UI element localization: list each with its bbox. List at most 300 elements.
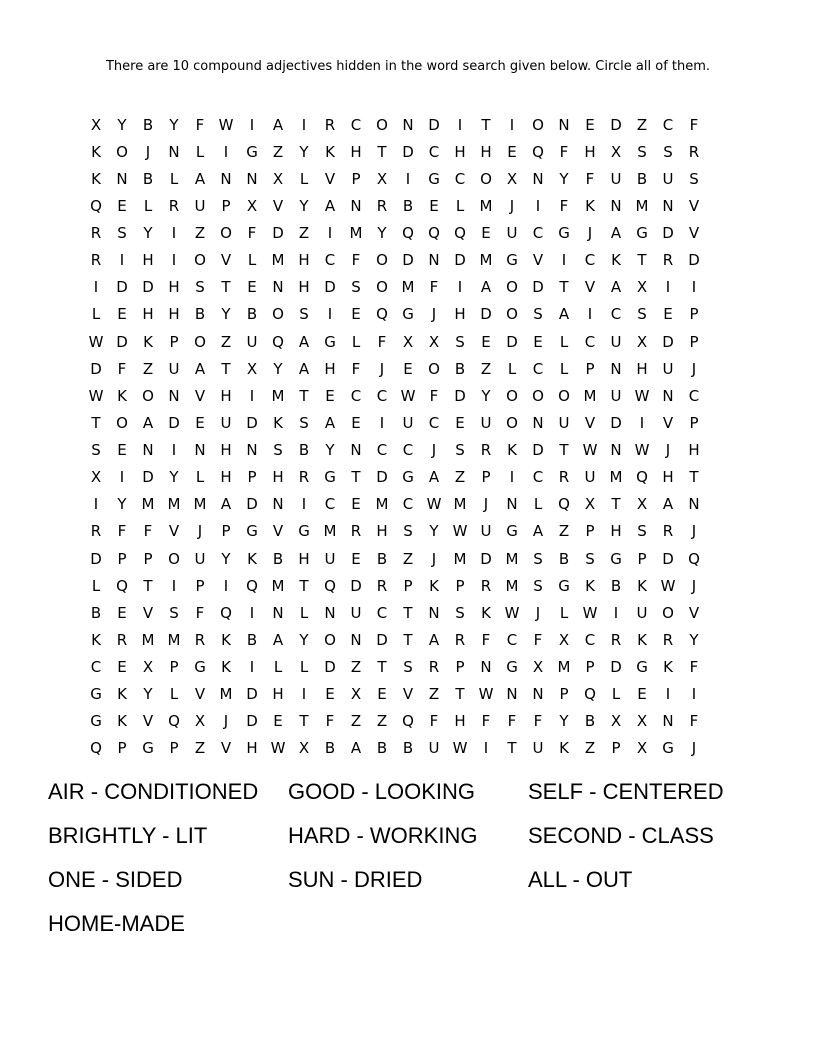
grid-letter[interactable]: R [376,576,388,595]
grid-letter[interactable]: F [585,169,595,188]
grid-letter[interactable]: D [246,413,258,432]
grid-letter[interactable]: Y [169,468,179,487]
grid-letter[interactable]: Q [324,576,336,595]
grid-letter[interactable]: I [301,495,307,514]
grid-letter[interactable]: M [167,630,181,649]
grid-letter[interactable]: X [584,495,596,514]
grid-letter[interactable]: T [481,115,491,134]
grid-letter[interactable]: Q [402,224,414,243]
grid-letter[interactable]: A [324,413,336,432]
grid-letter[interactable]: L [299,169,309,188]
grid-letter[interactable]: T [143,576,153,595]
grid-letter[interactable]: I [327,224,333,243]
grid-letter[interactable]: O [506,386,518,405]
grid-letter[interactable]: A [480,278,492,297]
grid-letter[interactable]: D [532,441,544,460]
grid-letter[interactable]: V [142,712,154,731]
grid-letter[interactable]: Z [558,522,570,541]
grid-letter[interactable]: D [246,495,258,514]
grid-letter[interactable]: R [298,468,310,487]
grid-letter[interactable]: T [299,576,309,595]
grid-letter[interactable]: J [197,522,203,541]
grid-letter[interactable]: Q [454,224,466,243]
grid-letter[interactable]: I [119,468,125,487]
grid-letter[interactable]: O [506,278,518,297]
grid-letter[interactable]: N [532,685,544,704]
grid-letter[interactable]: A [142,413,154,432]
grid-letter[interactable]: W [88,386,104,405]
grid-letter[interactable]: S [689,169,699,188]
grid-letter[interactable]: Q [246,576,258,595]
grid-letter[interactable]: D [142,468,154,487]
grid-letter[interactable]: F [377,332,387,351]
grid-letter[interactable]: T [221,359,231,378]
grid-letter[interactable]: I [327,305,333,324]
grid-letter[interactable]: B [272,549,284,568]
grid-letter[interactable]: O [376,251,388,270]
grid-letter[interactable]: K [117,386,127,405]
grid-letter[interactable]: X [376,169,388,188]
grid-letter[interactable]: K [637,630,647,649]
grid-letter[interactable]: Y [117,115,127,134]
grid-letter[interactable]: J [145,142,151,161]
grid-letter[interactable]: N [610,359,622,378]
grid-letter[interactable]: N [194,441,206,460]
grid-letter[interactable]: C [584,332,596,351]
grid-letter[interactable]: S [585,549,595,568]
grid-letter[interactable]: Z [142,359,154,378]
grid-letter[interactable]: M [635,196,649,215]
grid-letter[interactable]: W [452,739,468,758]
grid-letter[interactable]: W [426,495,442,514]
grid-letter[interactable]: J [431,305,437,324]
grid-letter[interactable]: K [325,142,335,161]
grid-letter[interactable]: J [665,441,671,460]
grid-letter[interactable]: N [532,413,544,432]
grid-letter[interactable]: A [194,359,206,378]
grid-letter[interactable]: J [483,495,489,514]
grid-letter[interactable]: R [480,441,492,460]
grid-letter[interactable]: V [168,522,180,541]
grid-letter[interactable]: F [533,712,543,731]
grid-letter[interactable]: Y [221,305,231,324]
grid-letter[interactable]: F [559,142,569,161]
grid-letter[interactable]: O [220,224,232,243]
grid-letter[interactable]: Y [143,224,153,243]
grid-letter[interactable]: E [429,196,439,215]
grid-letter[interactable]: I [301,115,307,134]
grid-letter[interactable]: T [403,603,413,622]
grid-letter[interactable]: I [509,115,515,134]
grid-letter[interactable]: Q [532,142,544,161]
grid-letter[interactable]: W [218,115,234,134]
grid-letter[interactable]: U [558,413,570,432]
grid-letter[interactable]: L [559,359,569,378]
grid-letter[interactable]: F [195,115,205,134]
grid-letter[interactable]: G [662,739,674,758]
grid-letter[interactable]: G [246,522,258,541]
grid-letter[interactable]: Q [584,685,596,704]
grid-letter[interactable]: B [142,115,154,134]
grid-letter[interactable]: A [298,332,310,351]
grid-letter[interactable]: W [634,441,650,460]
grid-letter[interactable]: P [559,685,569,704]
grid-letter[interactable]: V [272,196,284,215]
grid-letter[interactable]: N [688,495,700,514]
grid-letter[interactable]: S [299,413,309,432]
grid-letter[interactable]: V [688,196,700,215]
grid-letter[interactable]: M [557,658,571,677]
grid-letter[interactable]: H [220,386,232,405]
grid-letter[interactable]: I [665,278,671,297]
grid-letter[interactable]: F [559,196,569,215]
grid-letter[interactable]: O [194,332,206,351]
grid-letter[interactable]: R [662,251,674,270]
grid-letter[interactable]: M [505,576,519,595]
grid-letter[interactable]: M [479,251,493,270]
grid-letter[interactable]: H [454,305,466,324]
grid-letter[interactable]: H [688,441,700,460]
grid-letter[interactable]: B [142,169,154,188]
grid-letter[interactable]: L [169,685,179,704]
grid-letter[interactable]: C [90,658,102,677]
grid-letter[interactable]: M [141,495,155,514]
grid-letter[interactable]: Y [377,224,387,243]
grid-letter[interactable]: B [454,359,466,378]
grid-letter[interactable]: X [428,332,440,351]
grid-letter[interactable]: V [688,603,700,622]
grid-letter[interactable]: I [691,278,697,297]
grid-letter[interactable]: X [194,712,206,731]
grid-letter[interactable]: G [506,522,518,541]
grid-letter[interactable]: R [454,630,466,649]
grid-letter[interactable]: B [246,305,258,324]
grid-letter[interactable]: E [325,386,335,405]
grid-letter[interactable]: M [271,251,285,270]
grid-letter[interactable]: Y [299,630,309,649]
grid-letter[interactable]: U [610,169,622,188]
grid-letter[interactable]: I [171,441,177,460]
grid-letter[interactable]: O [142,386,154,405]
grid-letter[interactable]: H [142,305,154,324]
grid-letter[interactable]: C [350,115,362,134]
grid-letter[interactable]: F [325,712,335,731]
grid-letter[interactable]: T [559,441,569,460]
grid-letter[interactable]: I [535,196,541,215]
grid-letter[interactable]: X [636,278,648,297]
grid-letter[interactable]: V [194,386,206,405]
grid-letter[interactable]: T [559,278,569,297]
grid-letter[interactable]: L [559,332,569,351]
grid-letter[interactable]: V [662,413,674,432]
grid-letter[interactable]: M [505,549,519,568]
grid-letter[interactable]: N [350,630,362,649]
grid-letter[interactable]: M [401,278,415,297]
grid-letter[interactable]: R [662,522,674,541]
grid-letter[interactable]: P [351,169,361,188]
grid-letter[interactable]: N [272,495,284,514]
grid-letter[interactable]: A [428,630,440,649]
grid-letter[interactable]: Z [194,739,206,758]
grid-letter[interactable]: R [662,630,674,649]
grid-letter[interactable]: U [324,549,336,568]
grid-letter[interactable]: L [299,658,309,677]
grid-letter[interactable]: W [634,386,650,405]
grid-letter[interactable]: K [507,441,517,460]
grid-letter[interactable]: G [90,712,102,731]
grid-letter[interactable]: C [532,224,544,243]
grid-letter[interactable]: G [636,658,648,677]
grid-letter[interactable]: D [376,468,388,487]
grid-letter[interactable]: E [533,332,543,351]
grid-letter[interactable]: D [506,332,518,351]
grid-letter[interactable]: K [637,576,647,595]
grid-letter[interactable]: D [428,115,440,134]
grid-letter[interactable]: A [558,305,570,324]
grid-letter[interactable]: D [454,386,466,405]
grid-letter[interactable]: A [428,468,440,487]
grid-letter[interactable]: P [221,522,231,541]
grid-letter[interactable]: S [637,142,647,161]
grid-letter[interactable]: Z [272,142,284,161]
grid-letter[interactable]: P [585,522,595,541]
grid-letter[interactable]: L [169,169,179,188]
grid-letter[interactable]: G [428,169,440,188]
grid-letter[interactable]: H [350,142,362,161]
grid-letter[interactable]: S [455,441,465,460]
grid-letter[interactable]: L [91,576,101,595]
grid-letter[interactable]: R [168,196,180,215]
grid-letter[interactable]: V [142,603,154,622]
grid-letter[interactable]: D [246,685,258,704]
grid-letter[interactable]: P [117,739,127,758]
grid-letter[interactable]: O [376,115,388,134]
grid-letter[interactable]: U [480,522,492,541]
grid-letter[interactable]: Z [350,658,362,677]
grid-letter[interactable]: G [402,468,414,487]
grid-letter[interactable]: W [452,522,468,541]
grid-letter[interactable]: J [587,224,593,243]
grid-letter[interactable]: B [376,549,388,568]
grid-letter[interactable]: E [637,685,647,704]
grid-letter[interactable]: V [584,413,596,432]
grid-letter[interactable]: Q [636,468,648,487]
grid-letter[interactable]: J [691,576,697,595]
grid-letter[interactable]: E [117,196,127,215]
grid-letter[interactable]: T [299,712,309,731]
grid-letter[interactable]: I [457,278,463,297]
grid-letter[interactable]: H [298,251,310,270]
grid-letter[interactable]: U [194,549,206,568]
grid-letter[interactable]: K [429,576,439,595]
grid-letter[interactable]: B [402,196,414,215]
grid-letter[interactable]: I [249,603,255,622]
grid-letter[interactable]: N [272,603,284,622]
grid-letter[interactable]: O [324,630,336,649]
grid-letter[interactable]: A [194,169,206,188]
grid-letter[interactable]: Q [90,196,102,215]
grid-letter[interactable]: G [324,332,336,351]
grid-letter[interactable]: F [117,522,127,541]
grid-letter[interactable]: N [246,169,258,188]
grid-letter[interactable]: N [610,441,622,460]
grid-letter[interactable]: Y [325,441,335,460]
grid-letter[interactable]: F [247,224,257,243]
grid-letter[interactable]: H [324,359,336,378]
grid-letter[interactable]: N [116,169,128,188]
grid-letter[interactable]: X [246,359,258,378]
grid-letter[interactable]: G [506,658,518,677]
grid-letter[interactable]: S [533,305,543,324]
grid-letter[interactable]: Y [559,169,569,188]
grid-letter[interactable]: E [117,658,127,677]
grid-letter[interactable]: A [662,495,674,514]
grid-letter[interactable]: D [90,359,102,378]
grid-letter[interactable]: E [117,603,127,622]
grid-letter[interactable]: E [377,685,387,704]
grid-letter[interactable]: F [429,712,439,731]
grid-letter[interactable]: Z [350,712,362,731]
grid-letter[interactable]: B [298,441,310,460]
grid-letter[interactable]: H [298,549,310,568]
grid-letter[interactable]: V [324,169,336,188]
grid-letter[interactable]: F [689,658,699,677]
grid-letter[interactable]: W [660,576,676,595]
grid-letter[interactable]: L [195,142,205,161]
grid-letter[interactable]: I [587,305,593,324]
grid-letter[interactable]: D [116,278,128,297]
grid-letter[interactable]: P [247,468,257,487]
grid-letter[interactable]: P [169,658,179,677]
grid-letter[interactable]: J [691,522,697,541]
grid-letter[interactable]: O [428,359,440,378]
grid-letter[interactable]: Z [584,739,596,758]
grid-letter[interactable]: I [379,413,385,432]
grid-letter[interactable]: N [506,495,518,514]
grid-letter[interactable]: G [558,224,570,243]
grid-letter[interactable]: D [662,224,674,243]
grid-letter[interactable]: M [479,196,493,215]
grid-letter[interactable]: F [481,630,491,649]
grid-letter[interactable]: R [688,142,700,161]
grid-letter[interactable]: R [194,630,206,649]
grid-letter[interactable]: D [376,630,388,649]
grid-letter[interactable]: L [91,305,101,324]
grid-letter[interactable]: H [168,305,180,324]
grid-letter[interactable]: B [194,305,206,324]
grid-letter[interactable]: I [171,576,177,595]
grid-letter[interactable]: V [402,685,414,704]
grid-letter[interactable]: N [662,196,674,215]
grid-letter[interactable]: G [636,224,648,243]
grid-letter[interactable]: C [532,468,544,487]
grid-letter[interactable]: H [584,142,596,161]
grid-letter[interactable]: B [636,169,648,188]
grid-letter[interactable]: U [350,603,362,622]
grid-letter[interactable]: H [636,359,648,378]
grid-letter[interactable]: I [691,685,697,704]
grid-letter[interactable]: I [249,386,255,405]
grid-letter[interactable]: S [637,305,647,324]
grid-letter[interactable]: N [246,441,258,460]
grid-letter[interactable]: O [116,413,128,432]
grid-letter[interactable]: I [171,224,177,243]
grid-letter[interactable]: S [455,332,465,351]
grid-letter[interactable]: D [402,142,414,161]
grid-letter[interactable]: B [584,712,596,731]
grid-letter[interactable]: K [273,413,283,432]
grid-letter[interactable]: L [195,468,205,487]
grid-letter[interactable]: F [429,278,439,297]
grid-letter[interactable]: H [272,468,284,487]
grid-letter[interactable]: X [350,685,362,704]
grid-letter[interactable]: D [272,224,284,243]
grid-letter[interactable]: T [221,278,231,297]
grid-letter[interactable]: O [194,251,206,270]
grid-letter[interactable]: C [662,115,674,134]
grid-letter[interactable]: B [90,603,102,622]
grid-letter[interactable]: O [506,413,518,432]
grid-letter[interactable]: K [221,658,231,677]
grid-letter[interactable]: C [376,386,388,405]
grid-letter[interactable]: P [403,576,413,595]
grid-letter[interactable]: G [558,576,570,595]
grid-letter[interactable]: I [639,413,645,432]
grid-letter[interactable]: K [559,739,569,758]
grid-letter[interactable]: R [324,115,336,134]
grid-letter[interactable]: Q [272,332,284,351]
grid-letter[interactable]: T [455,685,465,704]
grid-letter[interactable]: N [324,603,336,622]
grid-letter[interactable]: B [402,739,414,758]
grid-letter[interactable]: E [481,332,491,351]
grid-letter[interactable]: D [610,413,622,432]
grid-letter[interactable]: A [350,739,362,758]
grid-letter[interactable]: U [584,468,596,487]
grid-letter[interactable]: I [249,658,255,677]
grid-letter[interactable]: T [507,739,517,758]
grid-letter[interactable]: M [219,685,233,704]
grid-letter[interactable]: V [688,224,700,243]
grid-letter[interactable]: Z [480,359,492,378]
grid-letter[interactable]: P [195,576,205,595]
grid-letter[interactable]: Q [558,495,570,514]
grid-letter[interactable]: Q [90,739,102,758]
grid-letter[interactable]: M [167,495,181,514]
grid-letter[interactable]: A [532,522,544,541]
grid-letter[interactable]: N [272,278,284,297]
grid-letter[interactable]: Z [636,115,648,134]
grid-letter[interactable]: S [403,658,413,677]
grid-letter[interactable]: U [610,332,622,351]
grid-letter[interactable]: H [454,712,466,731]
grid-letter[interactable]: D [688,251,700,270]
grid-letter[interactable]: I [457,115,463,134]
grid-letter[interactable]: D [610,115,622,134]
grid-letter[interactable]: J [509,196,515,215]
grid-letter[interactable]: Q [688,549,700,568]
grid-letter[interactable]: M [323,522,337,541]
grid-letter[interactable]: O [272,305,284,324]
grid-letter[interactable]: S [403,522,413,541]
grid-letter[interactable]: U [480,413,492,432]
grid-letter[interactable]: Y [143,685,153,704]
grid-letter[interactable]: W [88,332,104,351]
grid-letter[interactable]: D [168,413,180,432]
grid-letter[interactable]: K [611,251,621,270]
grid-letter[interactable]: C [584,251,596,270]
grid-letter[interactable]: W [270,739,286,758]
